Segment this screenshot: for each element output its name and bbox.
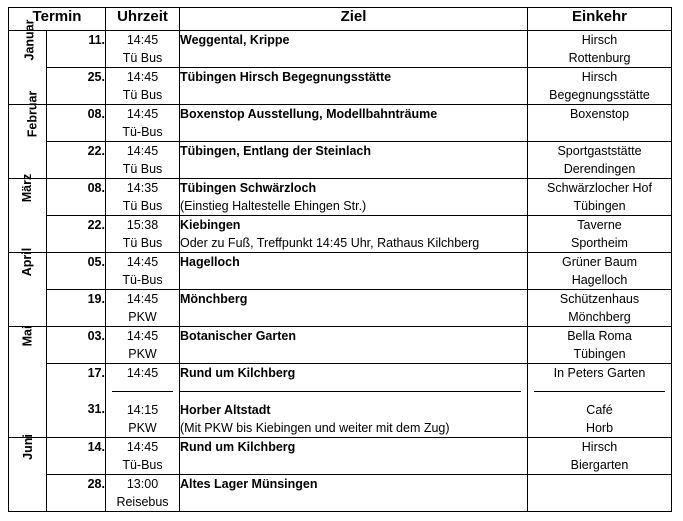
goal-cell: Boxenstop Ausstellung, Modellbahnträume	[180, 105, 528, 142]
goal-cell: Tübingen Schwärzloch (Einstieg Haltestelle Ehingen Str.)	[180, 179, 528, 216]
table-row	[9, 179, 672, 216]
header-einkehr: Einkehr	[528, 8, 672, 31]
stop-cell: Bella Roma Tübingen	[528, 327, 672, 364]
month-label: Mai	[9, 327, 47, 438]
stop-cell: Hirsch Biergarten	[528, 438, 672, 475]
time-cell: 14:45 PKW	[106, 327, 180, 364]
table-row	[9, 105, 672, 142]
table-row	[9, 327, 672, 364]
goal-cell: Hagelloch	[180, 253, 528, 290]
date-cell: 25.	[47, 68, 106, 105]
goal-cell: Weggental, Krippe	[180, 31, 528, 68]
time-cell: 14:45 Tü Bus	[106, 31, 180, 68]
table-row	[9, 438, 672, 475]
table-row	[9, 216, 672, 253]
time-cell: 14:45 Tü Bus	[106, 142, 180, 179]
schedule-table	[8, 7, 672, 512]
row-divider	[534, 391, 665, 392]
month-label: März	[9, 179, 47, 253]
stop-cell: In Peters Garten Café Horb	[528, 364, 672, 438]
date-cell: 08.	[47, 105, 106, 142]
table-row	[9, 364, 672, 438]
goal-cell: Mönchberg	[180, 290, 528, 327]
time-cell: 15:38 Tü Bus	[106, 216, 180, 253]
stop-cell: Boxenstop	[528, 105, 672, 142]
date-cell: 17. 31.	[47, 364, 106, 438]
stop-cell: Schützenhaus Mönchberg	[528, 290, 672, 327]
header-termin: Termin	[9, 8, 106, 31]
month-label: Juni	[9, 438, 47, 512]
date-cell: 14.	[47, 438, 106, 475]
month-label: April	[9, 253, 47, 327]
goal-cell: Botanischer Garten	[180, 327, 528, 364]
goal-cell: Kiebingen Oder zu Fuß, Treffpunkt 14:45 Uhr, Rathaus Kilchberg	[180, 216, 528, 253]
date-cell: 19.	[47, 290, 106, 327]
header-uhrzeit: Uhrzeit	[106, 8, 180, 31]
table-row	[9, 68, 672, 105]
time-cell: 14:45 Tü-Bus	[106, 253, 180, 290]
table-row	[9, 253, 672, 290]
date-cell: 08.	[47, 179, 106, 216]
stop-cell: Hirsch Rottenburg	[528, 31, 672, 68]
date-cell: 22.	[47, 142, 106, 179]
date-cell: 11.	[47, 31, 106, 68]
time-cell: 14:45 Tü-Bus	[106, 438, 180, 475]
date-cell: 28.	[47, 475, 106, 512]
row-divider	[180, 391, 521, 392]
header-row	[9, 8, 672, 31]
time-cell: 14:45 Tü-Bus	[106, 105, 180, 142]
stop-cell: Sportgaststätte Derendingen	[528, 142, 672, 179]
time-cell: 14:45 14:15 PKW	[106, 364, 180, 438]
stop-cell: Grüner Baum Hagelloch	[528, 253, 672, 290]
table-row	[9, 475, 672, 512]
date-cell: 22.	[47, 216, 106, 253]
table-row	[9, 31, 672, 68]
row-divider	[112, 391, 173, 392]
goal-cell: Tübingen, Entlang der Steinlach	[180, 142, 528, 179]
goal-cell: Altes Lager Münsingen	[180, 475, 528, 512]
month-label: Januar	[9, 31, 47, 105]
header-ziel: Ziel	[180, 8, 528, 31]
table-row	[9, 290, 672, 327]
time-cell: 14:35 Tü Bus	[106, 179, 180, 216]
stop-cell: Taverne Sportheim	[528, 216, 672, 253]
time-cell: 14:45 Tü Bus	[106, 68, 180, 105]
stop-cell: Schwärzlocher Hof Tübingen	[528, 179, 672, 216]
time-cell: 13:00 Reisebus	[106, 475, 180, 512]
time-cell: 14:45 PKW	[106, 290, 180, 327]
goal-cell: Rund um Kilchberg	[180, 438, 528, 475]
goal-cell: Rund um Kilchberg Horber Altstadt (Mit PKW bis Kiebingen und weiter mit dem Zug)	[180, 364, 528, 438]
stop-cell	[528, 475, 672, 512]
goal-cell: Tübingen Hirsch Begegnungsstätte	[180, 68, 528, 105]
month-label: Februar	[9, 105, 47, 179]
date-cell: 05.	[47, 253, 106, 290]
stop-cell: Hirsch Begegnungsstätte	[528, 68, 672, 105]
table-row	[9, 142, 672, 179]
date-cell: 03.	[47, 327, 106, 364]
